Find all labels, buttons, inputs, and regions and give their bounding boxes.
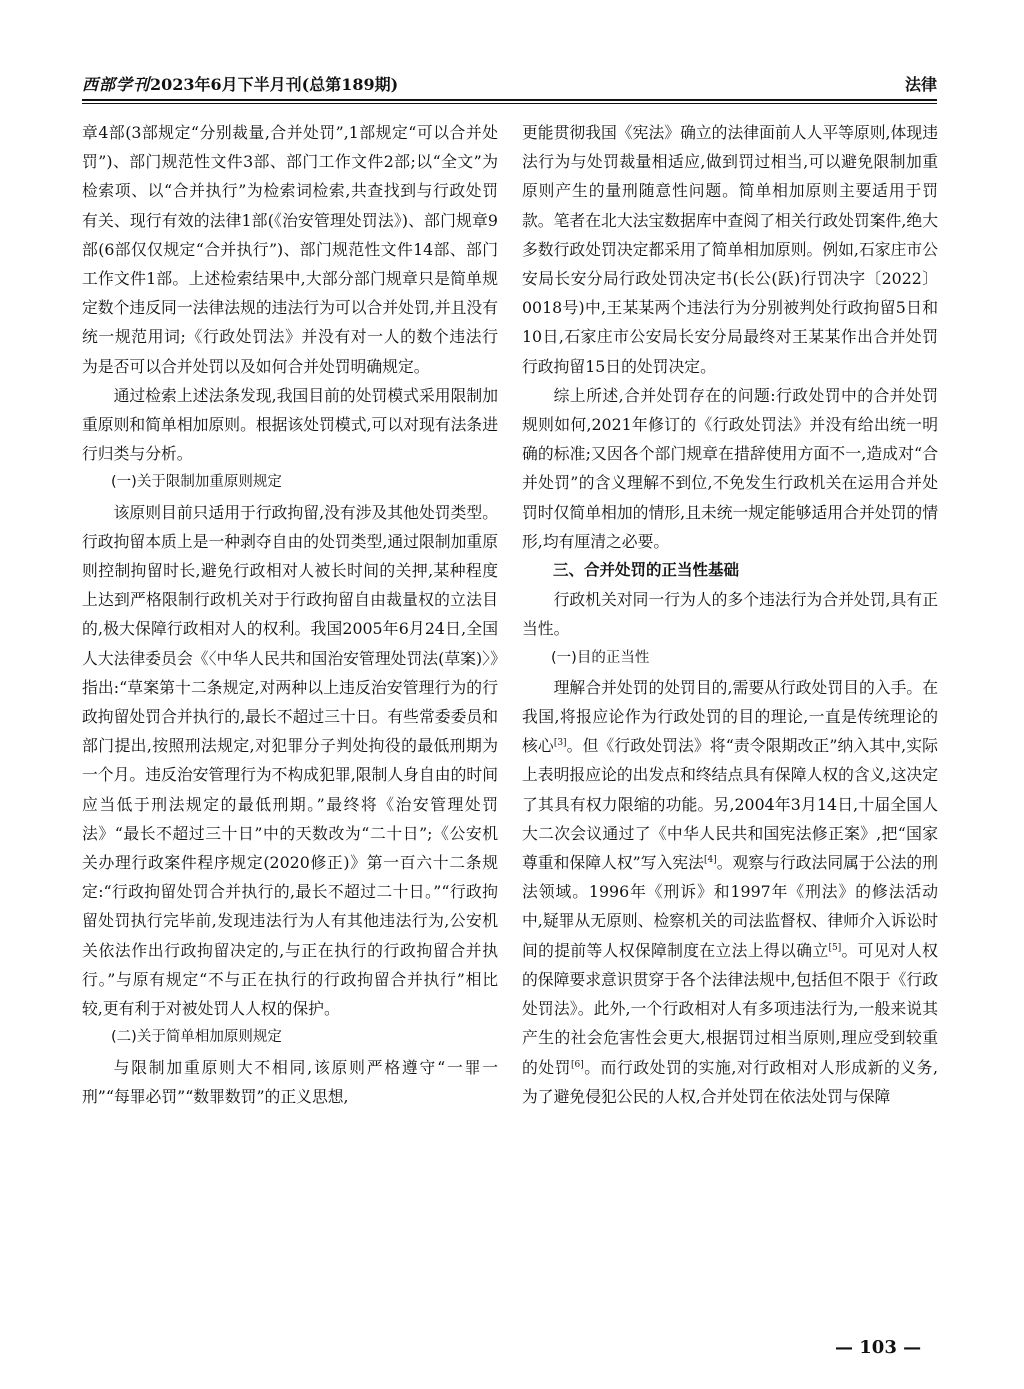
paragraph: 行政机关对同一行为人的多个违法行为合并处罚,具有正当性。: [522, 590, 938, 639]
text-run: 。观察与行政法同属于公法的刑法领域。1996年《刑诉》和1997年《刑法》的修法活动中,疑罪从无原则、检察机关的司法监督权、律师介入诉讼时间的提前等人权保障制度在立法上得以确立: [522, 853, 938, 960]
right-column: [522, 118, 938, 1111]
paragraph: 通过检索上述法条发现,我国目前的处罚模式采用限制加重原则和简单相加原则。根据该处罚模式,可以对现有法条进行归类与分析。: [82, 385, 498, 464]
citation-ref: [5]: [828, 942, 842, 953]
header-rule: [82, 99, 937, 101]
issue-info: 2023年6月下半月刊(总第189期): [150, 75, 399, 94]
text-run: 。而行政处罚的实施,对行政相对人形成新的义务,为了避免侵犯公民的人权,合并处罚在依法处罚与保障: [522, 1057, 938, 1106]
subsection-heading: (二)关于简单相加原则规定: [111, 1029, 282, 1046]
running-header: [82, 68, 937, 100]
text-run: 。但《行政处罚法》将“责令限期改正”纳入其中,实际上表明报应论的出发点和终结点具有保障人权的含义,这决定了其具有权力限缩的功能。另,2004年3月14日,十届全国人大二次会议通过了《中华人民共和国宪法修正案》,把“国家尊重和保障人权”写入宪法: [522, 736, 938, 873]
subsection-heading: (一)关于限制加重原则规定: [111, 474, 282, 491]
journal-logo: 西部学刊: [82, 75, 151, 94]
paragraph: 更能贯彻我国《宪法》确立的法律面前人人平等原则,体现违法行为与处罚裁量相适应,做到罚过相当,可以避免限制加重原则产生的量刑随意性问题。简单相加原则主要适用于罚款。笔者在北大法宝数据库中查阅了相关行政处罚案件,绝大多数行政处罚决定都采用了简单相加原则。例如,石家庄市公安局长安分局行政处罚决定书(长公(跃)行罚决字〔2022〕0018号)中,王某某两个违法行为分别被判处行政拘留5日和10日,石家庄市公安局长安分局最终对王某某作出合并处罚行政拘留15日的处罚决定。: [522, 123, 938, 376]
paragraph: 该原则目前只适用于行政拘留,没有涉及其他处罚类型。行政拘留本质上是一种剥夺自由的处罚类型,通过限制加重原则控制拘留时长,避免行政相对人被长时间的关押,某种程度上达到严格限制行政机关对于行政拘留自由裁量权的立法目的,极大保障行政相对人的权利。我国2005年6月24日,全国人大法律委员会《〈中华人民共和国治安管理处罚法(草案)〉》指出:“草案第十二条规定,对两种以上违反治安管理行为的行政拘留处罚合并执行的,最长不超过三十日。有些常委委员和部门提出,按照刑法规定,对犯罪分子判处拘役的最低刑期为一个月。违反治安管理行为不构成犯罪,限制人身自由的时间应当低于刑法规定的最低刑期。”最终将《治安管理处罚法》“最长不超过三十日”中的天数改为“二十日”;《公安机关办理行政案件程序规定(2020修正)》第一百六十二条规定:“行政拘留处罚合并执行的,最长不超过二十日。”“行政拘留处罚执行完毕前,发现违法行为人有其他违法行为,公安机关依法作出行政拘留决定的,与正在执行的行政拘留合并执行。”与原有规定“不与正在执行的行政拘留合并执行”相比较,更有利于对被处罚人人权的保护。: [82, 502, 498, 1019]
section-name: 法律: [904, 75, 937, 94]
citation-ref: [3]: [553, 738, 567, 749]
section-heading: 三、合并处罚的正当性基础: [553, 561, 740, 580]
paragraph: 与限制加重原则大不相同,该原则严格遵守“一罪一刑”“每罪必罚”“数罪数罚”的正义思想,: [82, 1057, 498, 1106]
paragraph: 综上所述,合并处罚存在的问题:行政处罚中的合并处罚规则如何,2021年修订的《行政处罚法》并没有给出统一明确的标准;又因各个部门规章在措辞使用方面不一,造成对“合并处罚”的含义理解不到位,不免发生行政机关在运用合并处罚时仅简单相加的情形,且未统一规定能够适用合并处罚的情形,均有厘清之必要。: [522, 385, 938, 551]
journal-issue: [82, 72, 398, 95]
citation-ref: [6]: [571, 1059, 584, 1070]
left-column: [82, 118, 498, 1111]
paragraph-with-citations: [522, 673, 938, 1111]
header-rule-thin: [82, 103, 937, 104]
paragraph: 章4部(3部规定“分别裁量,合并处罚”,1部规定“可以合并处罚”)、部门规范性文件3部、部门工作文件2部;以“全文”为检索项、以“合并执行”为检索词检索,共查找到与行政处罚有关、现行有效的法律1部(《治安管理处罚法》)、部门规章9部(6部仅仅规定“合并执行”)、部门规范性文件14部、部门工作文件1部。上述检索结果中,大部分部门规章只是简单规定数个违反同一法律法规的违法行为可以合并处罚,并且没有统一规范用词;《行政处罚法》并没有对一人的数个违法行为是否可以合并处罚以及如何合并处罚明确规定。: [82, 123, 498, 376]
subsection-heading: (一)目的正当性: [551, 649, 650, 666]
text-run: 理解合并处罚的处罚目的,需要从行政处罚目的入手。在我国,将报应论作为行政处罚的目的理论,一直是传统理论的核心: [522, 677, 938, 756]
citation-ref: [4]: [703, 855, 717, 866]
page-number: — 103 —: [835, 1337, 922, 1358]
text-run: 。可见对人权的保障要求意识贯穿于各个法律法规中,包括但不限于《行政处罚法》。此外,一个行政相对人有多项违法行为,一般来说其产生的社会危害性会更大,根据罚过相当原则,理应受到较重的处罚: [522, 940, 938, 1077]
